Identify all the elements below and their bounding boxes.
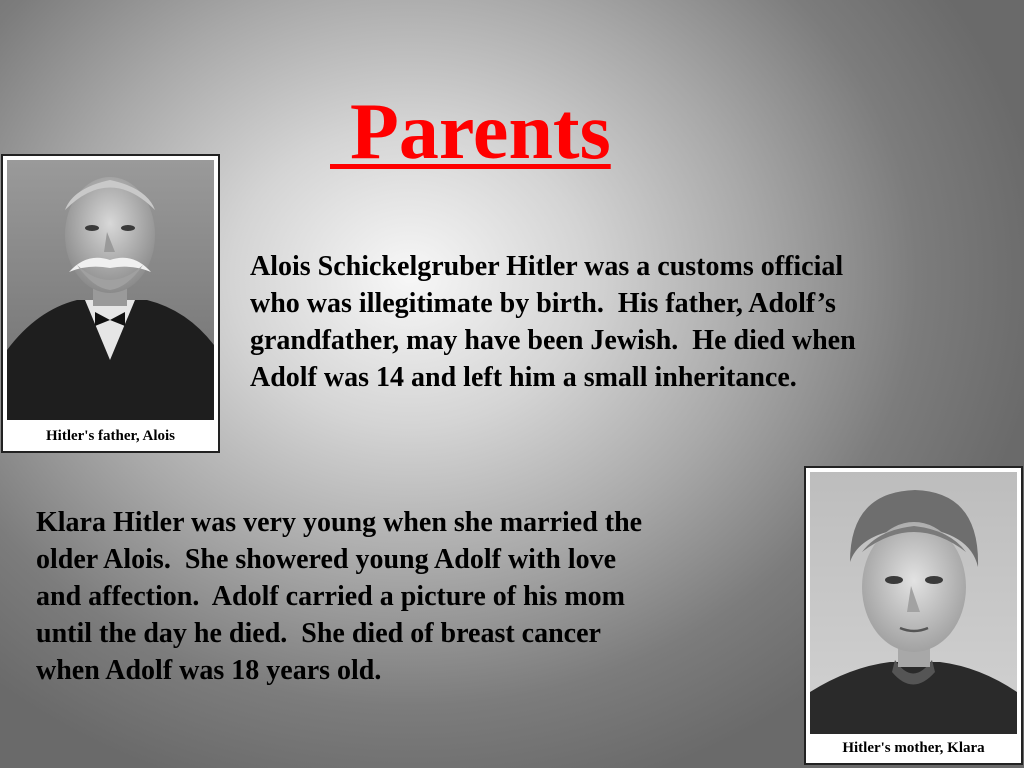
photo-mother <box>804 466 1023 765</box>
slide-title: Parents <box>330 88 611 176</box>
alois-paragraph-line: Alois Schickelgruber Hitler was a customs official <box>250 251 844 282</box>
klara-paragraph-line: Klara Hitler was very young when she married the <box>36 507 643 538</box>
photo-father <box>1 154 220 453</box>
mother-portrait-image <box>810 472 1017 734</box>
photo-mother-caption: Hitler's mother, Klara <box>842 740 985 756</box>
klara-paragraph <box>36 505 796 690</box>
klara-paragraph-line: when Adolf was 18 years old. <box>36 654 382 686</box>
alois-paragraph-line: Adolf was 14 and left him a small inheritance. <box>250 361 797 393</box>
alois-paragraph-line: grandfather, may have been Jewish. He died when <box>250 324 856 356</box>
alois-paragraph <box>250 249 1010 397</box>
klara-paragraph-line: until the day he died. She died of breast cancer <box>36 617 601 649</box>
father-portrait-image <box>7 160 214 420</box>
klara-paragraph-line: older Alois. She showered young Adolf with love <box>36 543 617 575</box>
klara-paragraph-line: and affection. Adolf carried a picture of his mom <box>36 580 625 612</box>
alois-paragraph-line: who was illegitimate by birth. His father, Adolf’s <box>250 287 836 319</box>
photo-father-caption: Hitler's father, Alois <box>45 428 176 444</box>
